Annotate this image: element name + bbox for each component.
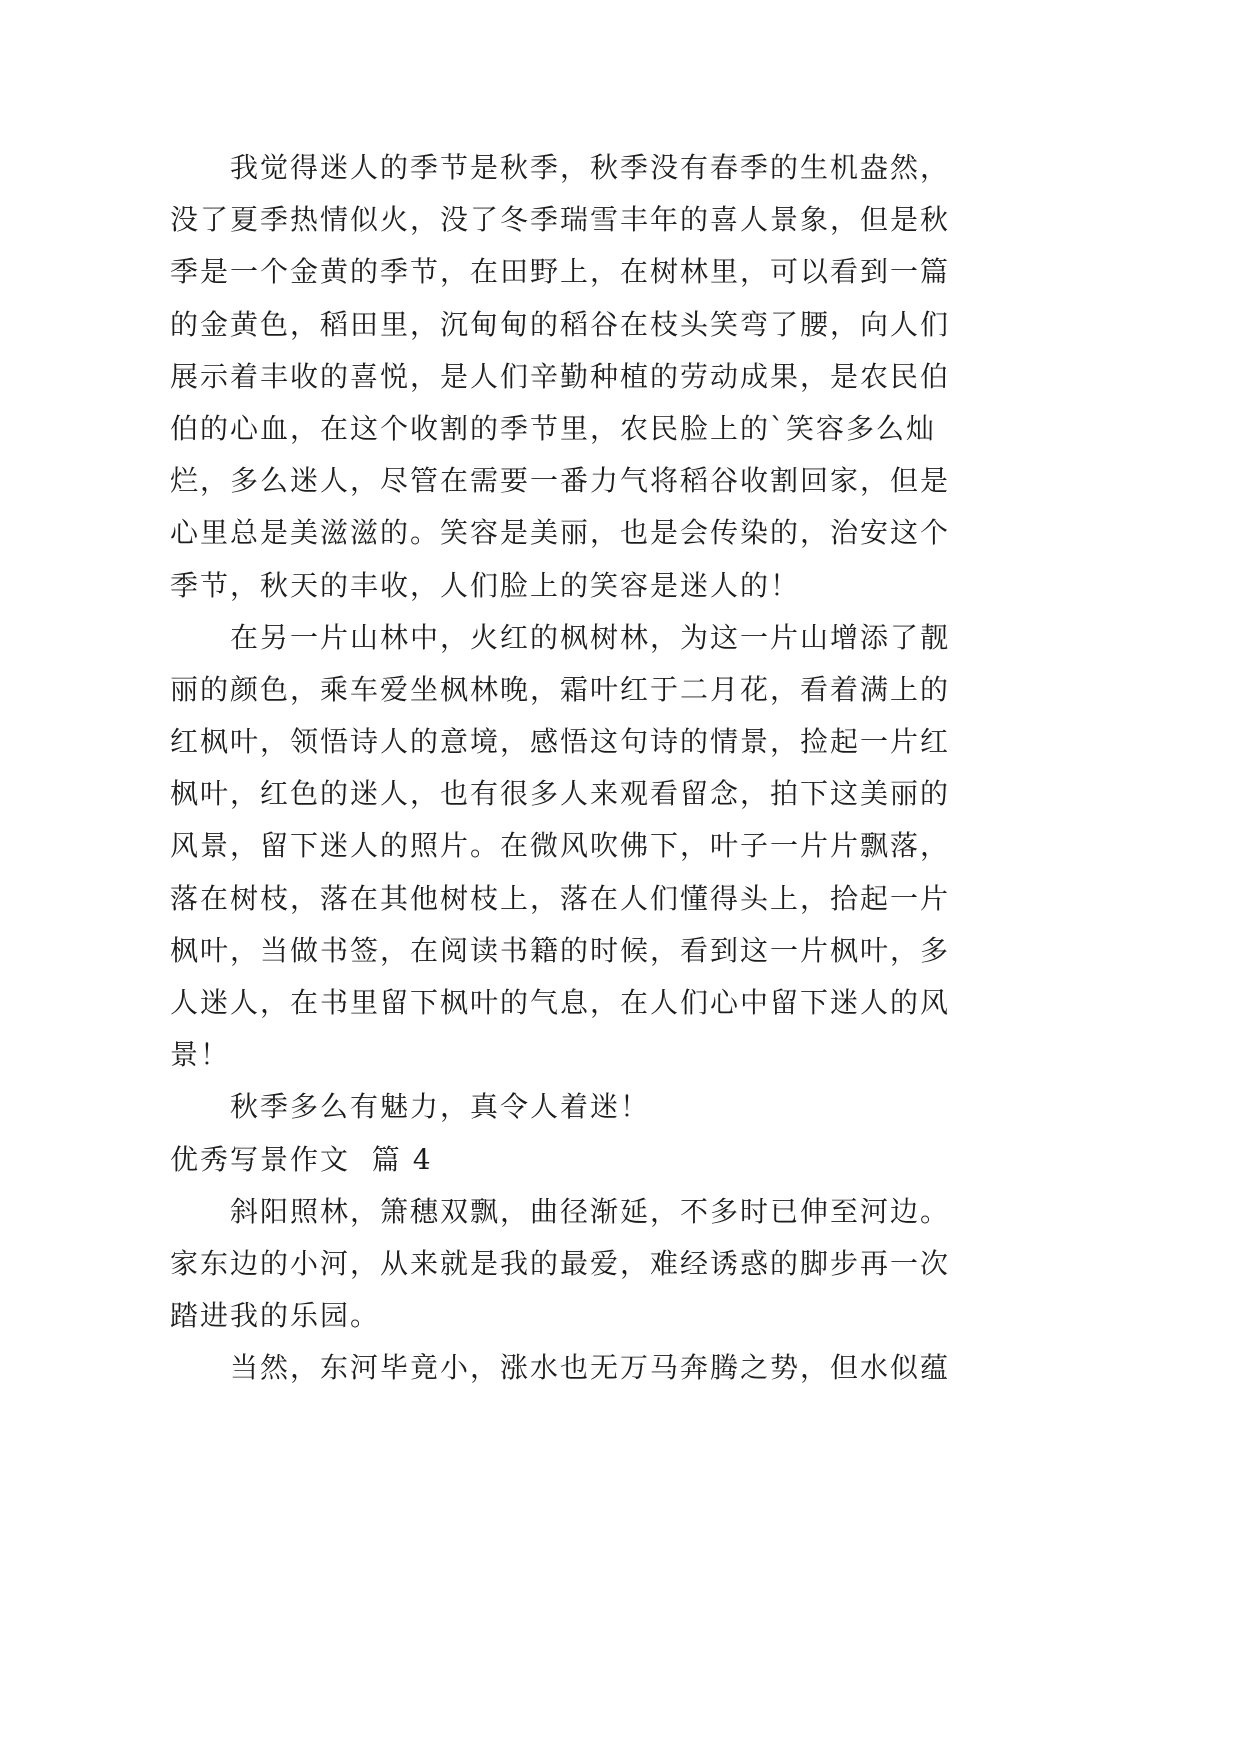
paragraph-line: 在另一片山林中，火红的枫树林，为这一片山增添了靓	[230, 620, 951, 654]
paragraph-line: 枫叶，红色的迷人，也有很多人来观看留念，拍下这美丽的	[170, 777, 951, 811]
paragraph	[170, 1342, 970, 1394]
paragraph-line: 展示着丰收的喜悦，是人们辛勤种植的劳动成果，是农民伯	[170, 359, 951, 393]
paragraph-line: 季是一个金黄的季节，在田野上，在树林里，可以看到一篇	[170, 255, 951, 289]
paragraph	[170, 1081, 970, 1133]
paragraph-line: 落在树枝，落在其他树枝上，落在人们懂得头上，拾起一片	[170, 881, 951, 915]
paragraph-line: 烂，多么迷人，尽管在需要一番力气将稻谷收割回家，但是	[170, 464, 951, 498]
paragraph-line: 景！	[170, 1038, 231, 1072]
section-heading: 优秀写景作文 篇 4	[170, 1142, 433, 1176]
paragraph-line: 枫叶，当做书签，在阅读书籍的时候，看到这一片枫叶，多	[170, 933, 951, 967]
paragraph-line: 的金黄色，稻田里，沉甸甸的稻谷在枝头笑弯了腰，向人们	[170, 307, 951, 341]
paragraph-line: 没了夏季热情似火，没了冬季瑞雪丰年的喜人景象，但是秋	[170, 203, 951, 237]
paragraph	[170, 1186, 970, 1343]
paragraph-line: 心里总是美滋滋的。笑容是美丽，也是会传染的，治安这个	[170, 516, 951, 550]
paragraph-line: 伯的心血，在这个收割的季节里，农民脸上的`笑容多么灿	[170, 411, 937, 445]
paragraph-line: 人迷人，在书里留下枫叶的气息，在人们心中留下迷人的风	[170, 986, 951, 1019]
paragraph-line: 丽的颜色，乘车爱坐枫林晚，霜叶红于二月花，看着满上的	[170, 672, 951, 706]
paragraph-line: 季节，秋天的丰收，人们脸上的笑容是迷人的！	[170, 568, 801, 602]
document-body	[170, 142, 970, 1395]
paragraph-line: 红枫叶，领悟诗人的意境，感悟这句诗的情景，捡起一片红	[170, 725, 951, 759]
paragraph	[170, 142, 970, 612]
paragraph-line: 风景，留下迷人的照片。在微风吹佛下，叶子一片片飘落，	[170, 829, 951, 863]
paragraph-line: 斜阳照林，箫穗双飘，曲径渐延，不多时已伸至河边。	[230, 1194, 951, 1228]
paragraph-line: 秋季多么有魅力，真令人着迷！	[230, 1090, 651, 1124]
paragraph	[170, 612, 970, 1082]
paragraph-line: 踏进我的乐园。	[170, 1299, 381, 1333]
paragraph-line: 家东边的小河，从来就是我的最爱，难经诱惑的脚步再一次	[170, 1246, 951, 1280]
paragraph-line: 我觉得迷人的季节是秋季，秋季没有春季的生机盎然，	[230, 151, 951, 184]
paragraph-line: 当然，东河毕竟小，涨水也无万马奔腾之势，但水似蕴	[230, 1351, 951, 1385]
